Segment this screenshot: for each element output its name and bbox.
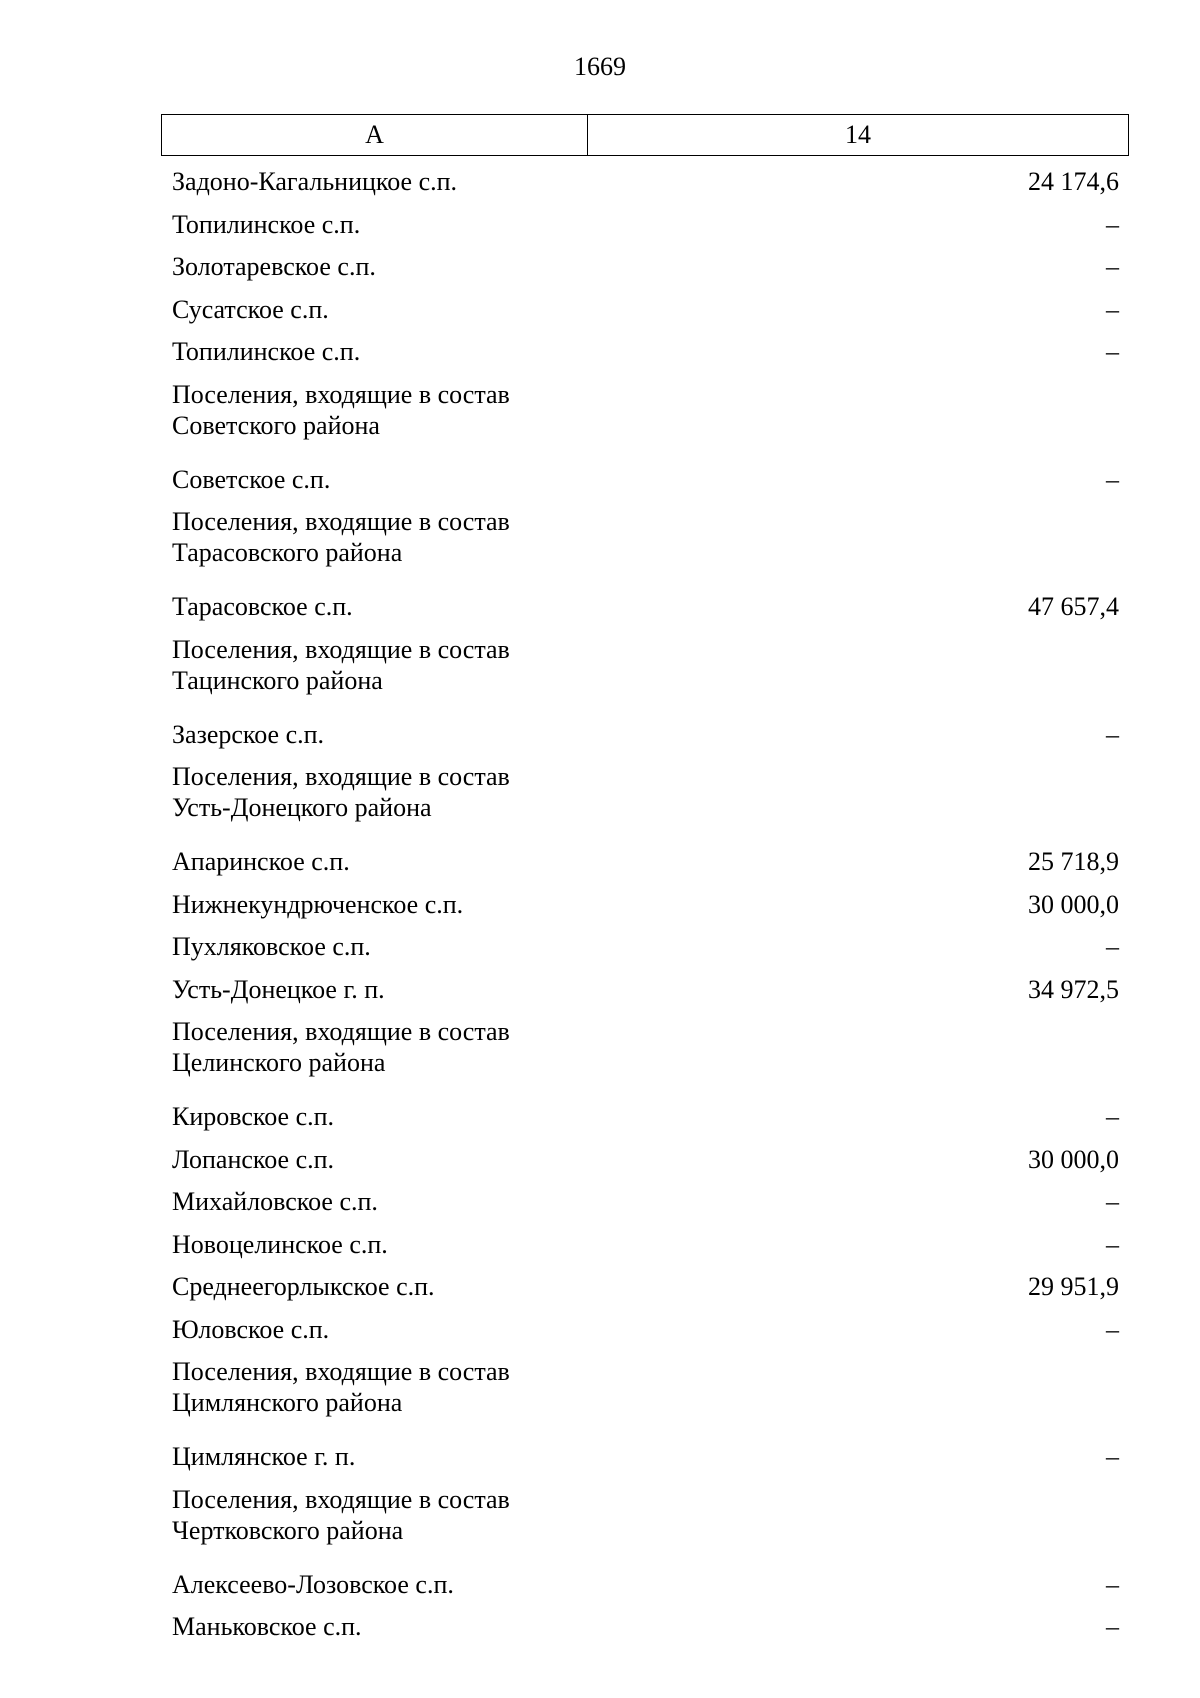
row-value: – <box>1106 209 1119 239</box>
row-name: Новоцелинское с.п. <box>172 1229 388 1259</box>
row-name: Кировское с.п. <box>172 1102 335 1131</box>
page-number: 1669 <box>574 52 626 81</box>
row-value: 47 657,4 <box>1028 592 1119 621</box>
row-name: Поселения, входящие в состав Советского района <box>172 379 510 440</box>
row-name: Поселения, входящие в состав Усть-Донецкого района <box>172 762 510 822</box>
row-name: Топилинское с.п. <box>172 209 361 239</box>
row-value: 24 174,6 <box>1028 167 1119 196</box>
row-name: Цимлянское г. п. <box>172 1442 356 1471</box>
row-value: – <box>1106 1569 1119 1599</box>
row-value: – <box>1106 1187 1119 1216</box>
row-name: Усть-Донецкое г. п. <box>172 974 385 1004</box>
row-name: Пухляковское с.п. <box>172 932 371 961</box>
row-value: – <box>1106 1102 1119 1131</box>
row-name: Нижнекундрюченское с.п. <box>172 889 464 919</box>
row-name: Михайловское с.п. <box>172 1187 378 1216</box>
row-value: – <box>1106 1442 1119 1471</box>
row-name: Поселения, входящие в состав Цимлянского района <box>172 1357 510 1417</box>
row-name: Топилинское с.п. <box>172 337 361 366</box>
row-value: – <box>1106 1612 1119 1641</box>
row-value: 30 000,0 <box>1028 1144 1119 1174</box>
row-name: Апаринское с.п. <box>172 847 350 876</box>
row-value: – <box>1106 252 1119 281</box>
row-name: Лопанское с.п. <box>172 1144 335 1174</box>
row-name: Поселения, входящие в состав Тарасовского района <box>172 507 510 567</box>
row-name: Среднеегорлыкское с.п. <box>172 1272 435 1301</box>
row-value: – <box>1106 1314 1119 1344</box>
row-name: Маньковское с.п. <box>172 1612 362 1641</box>
row-value: 29 951,9 <box>1028 1272 1119 1301</box>
row-name: Советское с.п. <box>172 464 331 494</box>
row-name: Поселения, входящие в состав Тацинского района <box>172 634 510 695</box>
row-value: 34 972,5 <box>1028 974 1119 1004</box>
row-value: – <box>1106 337 1119 366</box>
row-name: Золотаревское с.п. <box>172 252 376 281</box>
row-value: – <box>1106 719 1119 749</box>
row-name: Поселения, входящие в состав Чертковского района <box>172 1484 510 1545</box>
row-name: Зазерское с.п. <box>172 719 325 749</box>
row-name: Тарасовское с.п. <box>172 592 353 621</box>
row-value: 25 718,9 <box>1028 847 1119 876</box>
table-header <box>161 114 1129 156</box>
row-value: – <box>1106 932 1119 961</box>
column-header-a: А <box>162 115 588 155</box>
column-header-14: 14 <box>845 120 871 149</box>
row-value: – <box>1106 464 1119 494</box>
row-name: Задоно-Кагальницкое с.п. <box>172 167 458 196</box>
row-value: 30 000,0 <box>1028 889 1119 919</box>
row-name: Сусатское с.п. <box>172 294 329 324</box>
row-name: Поселения, входящие в состав Целинского района <box>172 1017 510 1077</box>
row-name: Юловское с.п. <box>172 1314 330 1344</box>
row-value: – <box>1106 1229 1119 1259</box>
row-name: Алексеево-Лозовское с.п. <box>172 1569 454 1599</box>
row-value: – <box>1106 294 1119 324</box>
